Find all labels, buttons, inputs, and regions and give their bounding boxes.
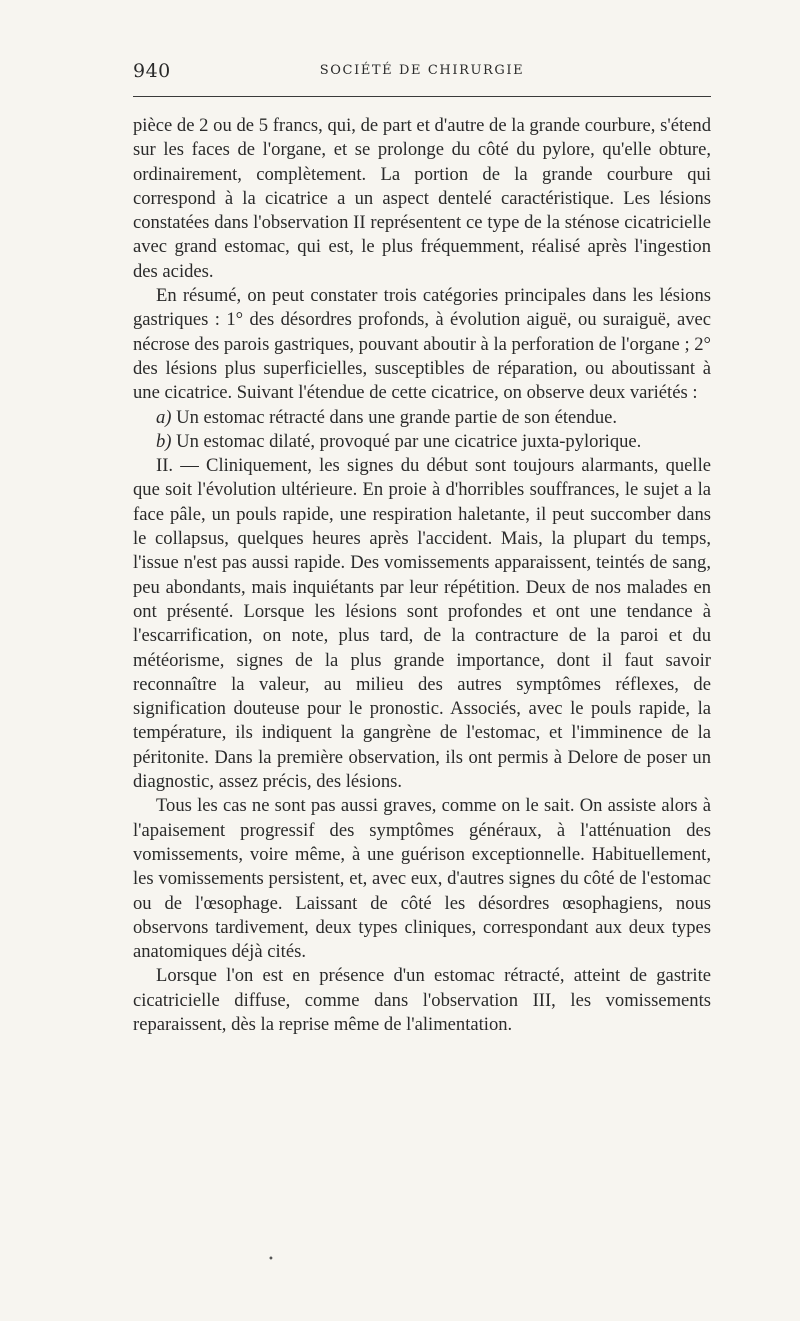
list-item: [133, 430, 711, 454]
paragraph: pièce de 2 ou de 5 francs, qui, de part et d'autre de la grande courbure, s'étend sur les faces de l'organe, et se prolonge du côté du pylore, qu'elle obture, ordinairement, complètement. La portion de la grande courbure qui correspond à la cicatrice a un aspect dentelé caractéristique. Les lésions constatées dans l'observation II représentent ce type de la sténose cicatricielle avec grand estomac, qui est, le plus fréquemment, réalisé après l'ingestion des acides.: [133, 115, 711, 282]
list-item: [133, 406, 711, 430]
page-header: [133, 60, 711, 84]
body-text: [133, 114, 711, 1037]
paragraph: Lorsque l'on est en présence d'un estomac rétracté, atteint de gastrite cicatricielle diffuse, comme dans l'observation III, les vomissements reparaissent, dès la reprise même de l'alimentation.: [133, 965, 711, 1035]
list-marker: a): [156, 406, 172, 428]
list-item-text: Un estomac rétracté dans une grande partie de son étendue.: [171, 406, 618, 428]
paragraph: II. — Cliniquement, les signes du début sont toujours alarmants, quelle que soit l'évolution ultérieure. En proie à d'horribles souffrances, le sujet a la face pâle, un pouls rapide, une respiration haletante, il peut succomber dans le collapsus, quelques heures après l'accident. Mais, la plupart du temps, l'issue n'est pas aussi rapide. Des vomissements apparaissent, teintés de sang, peu abondants, mais inquiétants par leur répétition. Deux de nos malades en ont présenté. Lorsque les lésions sont profondes et ont une tendance à l'escarrification, on note, plus tard, de la contracture de la paroi et du météorisme, signes de la plus grande importance, dont il faut savoir reconnaître la valeur, au milieu des autres symptômes réflexes, de signification douteuse pour le pronostic. Associés, avec le pouls rapide, la température, ils indiquent la gangrène de l'estomac, et l'imminence de la péritonite. Dans la première observation, ils ont permis à Delore de poser un diagnostic, assez précis, des lésions.: [133, 455, 711, 793]
printer-mark: •: [268, 1254, 274, 1265]
running-head: SOCIÉTÉ DE CHIRURGIE: [319, 63, 525, 78]
header-rule: [133, 96, 711, 97]
list-item-text: Un estomac dilaté, provoqué par une cicatrice juxta-pylorique.: [171, 430, 642, 452]
list-marker: b): [156, 430, 172, 452]
paragraph: Tous les cas ne sont pas aussi graves, comme on le sait. On assiste alors à l'apaisement progressif des symptômes généraux, à l'atténuation des vomissements, voire même, à une guérison exceptionnelle. Habituellement, les vomissements persistent, et, avec eux, d'autres signes du côté de l'estomac ou de l'œsophage. Laissant de côté les désordres œsophagiens, nous observons tardivement, deux types cliniques, correspondant aux deux types anatomiques déjà cités.: [133, 795, 711, 963]
paragraph: En résumé, on peut constater trois catégories principales dans les lésions gastriques : 1° des désordres profonds, à évolution aiguë, ou suraiguë, avec nécrose des parois gastriques, pouvant aboutir à la perforation de l'organe ; 2° des lésions plus superficielles, susceptibles de réparation, ou aboutissant à une cicatrice. Suivant l'étendue de cette cicatrice, on observe deux variétés :: [133, 285, 711, 404]
page-number: 940: [133, 60, 171, 82]
